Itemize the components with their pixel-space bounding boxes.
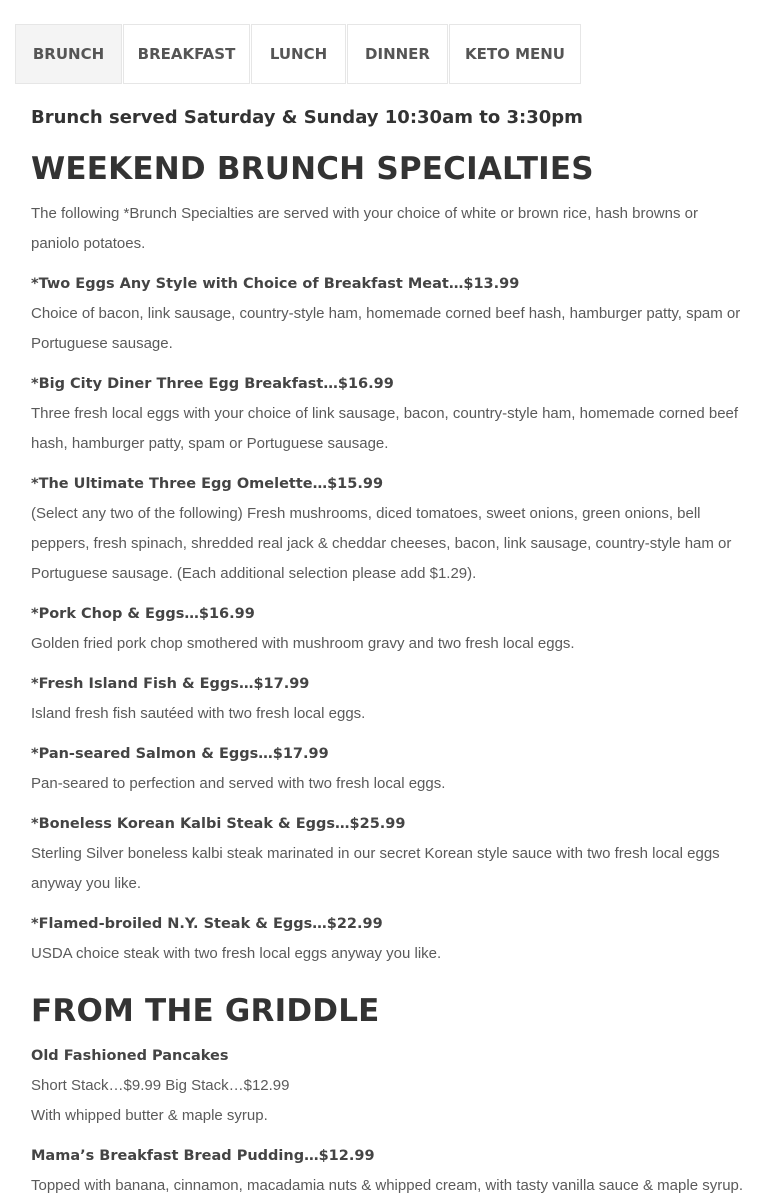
menu-item <box>31 469 746 589</box>
menu-item <box>31 1041 746 1131</box>
section-title-specialties: WEEKEND BRUNCH SPECIALTIES <box>31 151 594 187</box>
menu-item <box>31 909 746 969</box>
tab-keto-menu[interactable]: KETO MENU <box>449 24 581 84</box>
menu-item-name: Old Fashioned Pancakes <box>31 1048 229 1064</box>
menu-item-name: *Two Eggs Any Style with Choice of Breakfast Meat…$13.99 <box>31 276 520 292</box>
menu-item <box>31 1141 746 1201</box>
menu-item-description: With whipped butter & maple syrup. <box>31 1107 268 1124</box>
menu-item-name: *Flamed-broiled N.Y. Steak & Eggs…$22.99 <box>31 916 383 932</box>
tab-breakfast[interactable]: BREAKFAST <box>123 24 250 84</box>
menu-item-description: Golden fried pork chop smothered with mushroom gravy and two fresh local eggs. <box>31 635 575 652</box>
menu-item-description: USDA choice steak with two fresh local eggs anyway you like. <box>31 945 442 962</box>
menu-item-description: Three fresh local eggs with your choice of link sausage, bacon, country-style ham, homemade corned beef hash, hamburger patty, spam or Portuguese sausage. <box>31 405 739 452</box>
menu-item-description: Sterling Silver boneless kalbi steak marinated in our secret Korean style sauce with two fresh local eggs anyway you like. <box>31 845 720 892</box>
menu-item <box>31 269 746 359</box>
menu-item-name: *The Ultimate Three Egg Omelette…$15.99 <box>31 476 384 492</box>
menu-item-prices: Short Stack…$9.99 Big Stack…$12.99 <box>31 1077 290 1094</box>
menu-item-name: *Boneless Korean Kalbi Steak & Eggs…$25.99 <box>31 816 406 832</box>
menu-item-description: (Select any two of the following) Fresh mushrooms, diced tomatoes, sweet onions, green onions, bell peppers, fresh spinach, shredded real jack & cheddar cheeses, bacon, link sausage, country-style ham or Portuguese sausage. (Each additional selection please add $1.29). <box>31 505 732 582</box>
menu-item-description: Topped with banana, cinnamon, macadamia nuts & whipped cream, with tasty vanilla sauce & maple syrup. <box>31 1177 744 1194</box>
section-title-griddle: FROM THE GRIDDLE <box>31 993 380 1029</box>
menu-item-description: Island fresh fish sautéed with two fresh local eggs. <box>31 705 366 722</box>
menu-item <box>31 809 746 899</box>
menu-item <box>31 369 746 459</box>
menu-item-name: *Pan-seared Salmon & Eggs…$17.99 <box>31 746 329 762</box>
menu-item-name: *Pork Chop & Eggs…$16.99 <box>31 606 255 622</box>
menu-item <box>31 599 746 659</box>
tab-dinner[interactable]: DINNER <box>347 24 448 84</box>
menu-tabs <box>15 24 582 84</box>
section-intro: The following *Brunch Specialties are served with your choice of white or brown rice, hash browns or paniolo potatoes. <box>31 205 698 252</box>
tab-lunch[interactable]: LUNCH <box>251 24 346 84</box>
brunch-menu-panel <box>31 103 746 1201</box>
menu-item-name: *Fresh Island Fish & Eggs…$17.99 <box>31 676 310 692</box>
menu-item <box>31 669 746 729</box>
serving-time-heading: Brunch served Saturday & Sunday 10:30am to 3:30pm <box>31 107 583 128</box>
menu-item <box>31 739 746 799</box>
menu-item-description: Choice of bacon, link sausage, country-style ham, homemade corned beef hash, hamburger patty, spam or Portuguese sausage. <box>31 305 741 352</box>
tab-brunch[interactable]: BRUNCH <box>15 24 122 84</box>
menu-item-name: *Big City Diner Three Egg Breakfast…$16.99 <box>31 376 394 392</box>
menu-item-name: Mama’s Breakfast Bread Pudding…$12.99 <box>31 1148 375 1164</box>
menu-item-description: Pan-seared to perfection and served with two fresh local eggs. <box>31 775 446 792</box>
